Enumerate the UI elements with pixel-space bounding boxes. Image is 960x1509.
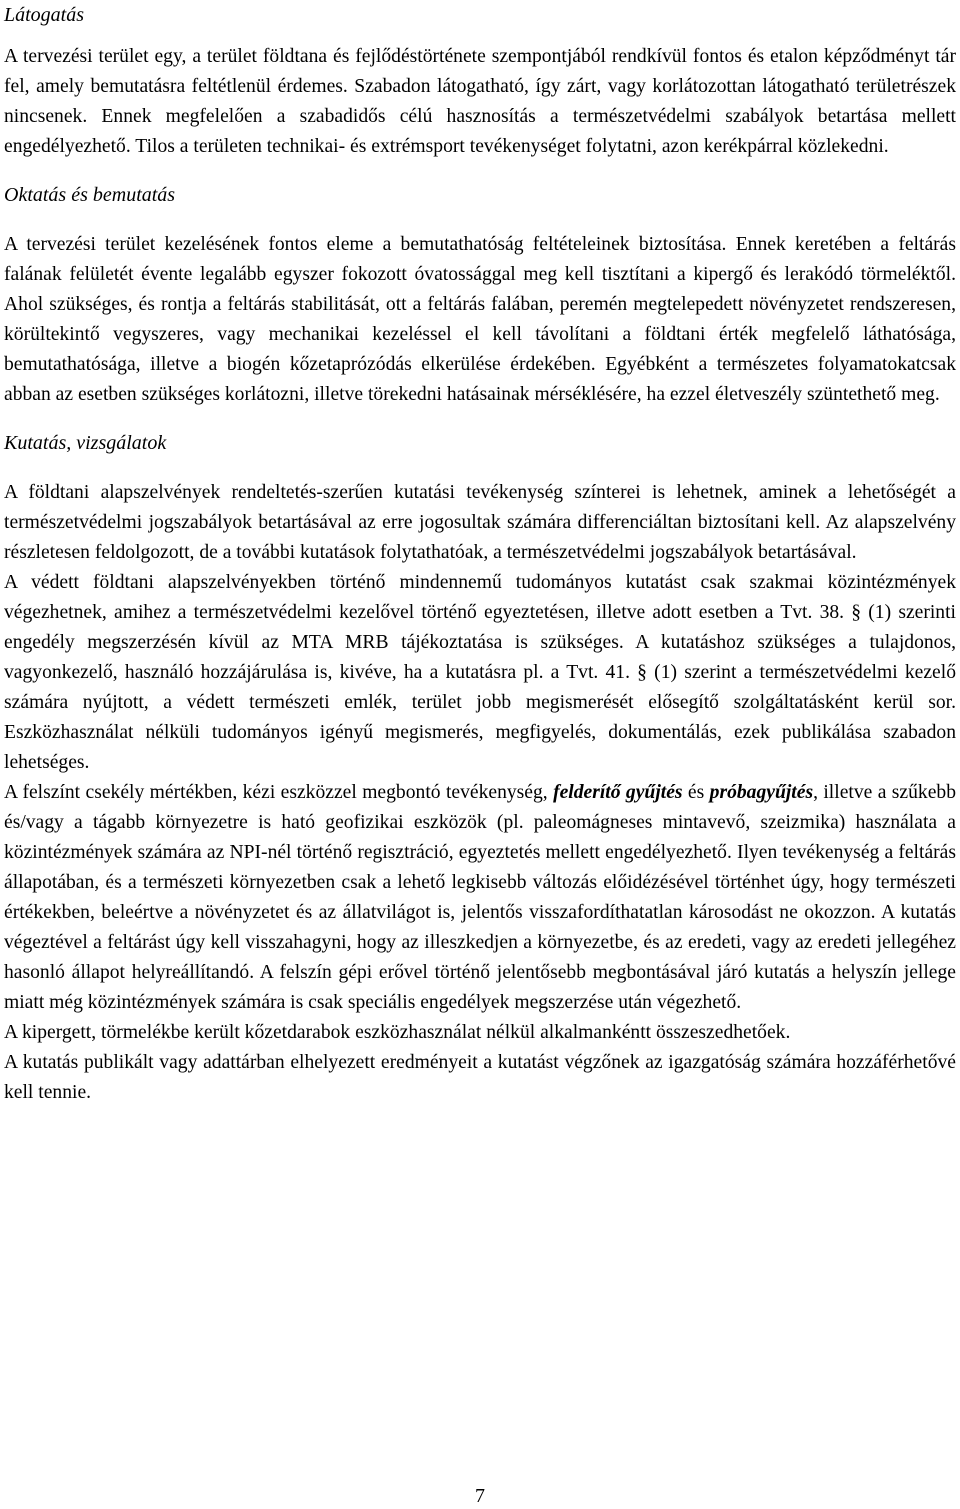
document-page [4, 0, 956, 1108]
paragraph-research-3-part-b: és [682, 782, 710, 803]
paragraph-research-3-part-a: A felszínt csekély mértékben, kézi eszközzel megbontó tevékenység, [4, 782, 554, 803]
paragraph-research-4: A kipergett, törmelékbe került kőzetdarabok eszközhasználat nélkül alkalmankéntt összeszedhetőek. [4, 1022, 791, 1043]
heading-research: Kutatás, vizsgálatok [4, 432, 167, 454]
paragraph-visiting: A tervezési terület egy, a terület földtana és fejlődéstörténete szempontjából rendkívül fontos és etalon képződményt tár fel, amely bemutatásra feltétlenül érdemes. Szabadon látogatható, így zárt, vagy korlátozottan látogatható területrészek nincsenek. Ennek megfelelően a szabadidős célú hasznosítás a természetvédelmi szabályok betartása mellett engedélyezhető. Tilos a területen technikai- és extrémsport tevékenységet folytatni, azon kerékpárral közlekedni. [4, 46, 956, 157]
paragraph-research-2: A védett földtani alapszelvényekben történő mindennemű tudományos kutatást csak szakmai közintézmények végezhetnek, amihez a természetvédelmi kezelővel történő egyeztetésen, illetve adott esetben a Tvt. 38. § (1) szerinti engedély megszerzésén kívül az MTA MRB tájékoztatása is szükséges. A kutatáshoz szükséges a tulajdonos, vagyonkezelő, használó hozzájárulása is, kivéve, ha a kutatásra pl. a Tvt. 41. § (1) szerint a természetvédelmi kezelő számára nyújtott, a védett természeti emlék, terület jobb megismerését elősegítő szolgáltatásként kerül sor. Eszközhasználat nélküli tudományos igényű megismerés, megfigyelés, dokumentálás, ezek publikálása szabadon lehetséges. [4, 572, 956, 773]
paragraph-education: A tervezési terület kezelésének fontos eleme a bemutathatóság feltételeinek biztosítása. Ennek keretében a feltárás falának felületét évente legalább egyszer fokozott óvatossággal meg kell tisztítani a kipergő és lerakódó törmeléktől. Ahol szükséges, és rontja a feltárás stabilitását, ott a feltárás falában, peremén megtelepedett növényzetet rendszeresen, körültekintő vegyszeres, vagy mechanikai kezeléssel el kell távolítani a földtani érték megfelelő láthatósága, bemutathatósága, illetve a biogén kőzetaprózódás elkerülése érdekében. Egyébként a természetes folyamatokatcsak abban az esetben szükséges korlátozni, illetve törekedni hatásainak mérséklésére, ha ezzel életveszély szüntethető meg. [4, 234, 956, 405]
emphasis-probagyujtes: próbagyűjtés [709, 782, 814, 803]
heading-education: Oktatás és bemutatás [4, 184, 176, 206]
heading-visiting: Látogatás [4, 4, 85, 26]
emphasis-felderito-gyujtes: felderítő gyűjtés [553, 782, 683, 803]
paragraph-research-3-part-c: , illetve a szűkebb és/vagy a tágabb környezetre is ható geofizikai eszközök (pl. paleomágneses mintavevő, szeizmika) használata a közintézmények számára az NPI-nél történő regisztráció, egyeztetés mellett engedélyezhető. Ilyen tevékenység a feltárás állapotában, és a természeti környezetben csak a lehető legkisebb változás előidézésével történhet úgy, hogy természeti értékekben, beleértve a növényzetet és az állatvilágot is, jelentős visszafordíthatatlan károsodást ne okozzon. A kutatás végeztével a feltárást úgy kell visszahagyni, hogy az illeszkedjen a környezetbe, és az eredeti, vagy az eredeti jellegéhez hasonló állapot helyreállítandó. A felszín gépi erővel történő jelentősebb megbontásával járó kutatás a helyszín jellege miatt még közintézmények számára is csak speciális engedélyek megszerzése után végezhető. [4, 782, 957, 1013]
paragraph-research-3 [4, 778, 956, 1018]
paragraph-research-5: A kutatás publikált vagy adattárban elhelyezett eredményeit a kutatást végzőnek az igazgatóság számára hozzáférhetővé kell tennie. [4, 1052, 956, 1103]
paragraph-research-1: A földtani alapszelvények rendeltetés-szerűen kutatási tevékenység színterei is lehetnek, aminek a lehetőségét a természetvédelmi jogszabályok betartásával az erre jogosultak számára differenciáltan biztosítani kell. Az alapszelvény részletesen feldolgozott, de a további kutatások folytathatóak, a természetvédelmi jogszabályok betartásával. [4, 482, 956, 563]
page-number: 7 [475, 1485, 485, 1507]
